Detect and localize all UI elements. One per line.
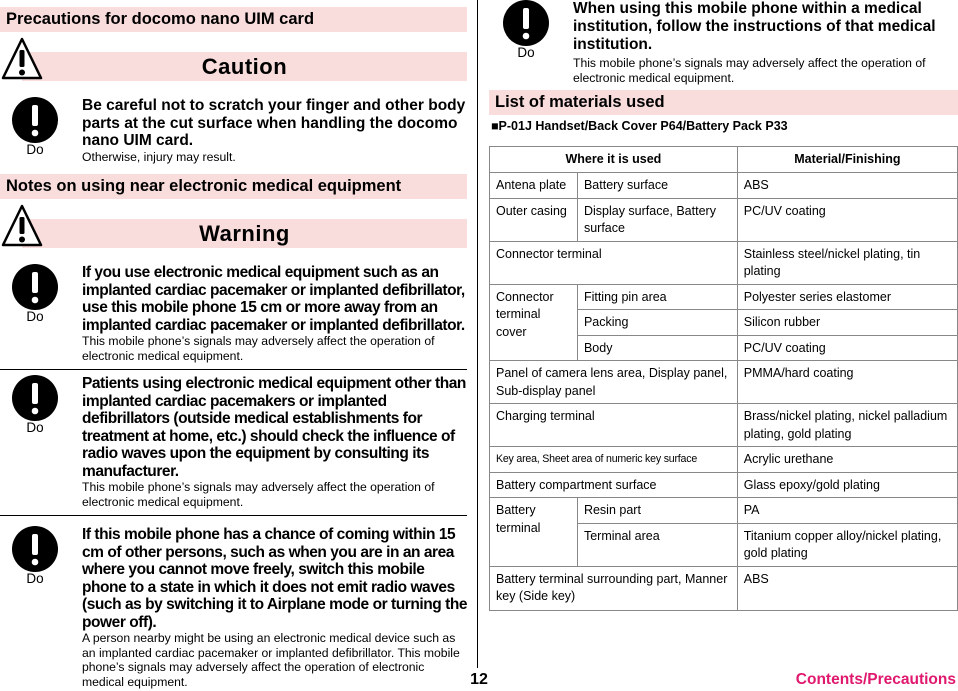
item-bold-text: Patients using electronic medical equipment other than implanted cardiac pacemakers or implanted defibrillators (outside medical establishments for treatment at home, etc.) should check the influence of radio waves upon the equipment by consulting its manufacturer. bbox=[82, 375, 466, 480]
section-title-uim: Precautions for docomo nano UIM card bbox=[0, 7, 467, 32]
do-label: Do bbox=[26, 309, 44, 324]
table-cell: Body bbox=[577, 335, 737, 361]
section-title-materials: List of materials used bbox=[489, 90, 958, 115]
item-note: This mobile phone’s signals may adversely affect the operation of electronic medical equipment. bbox=[82, 480, 435, 509]
do-label: Do bbox=[26, 571, 44, 586]
header-where: Where it is used bbox=[490, 147, 738, 173]
do-label: Do bbox=[26, 420, 44, 435]
item-bold-text: If you use electronic medical equipment such as an implanted cardiac pacemaker or implanted defibrillator, use this mobile phone 15 cm or more away from an implanted cardiac pacemaker or implanted defibrillator. bbox=[82, 264, 465, 334]
table-cell: Glass epoxy/gold plating bbox=[737, 472, 957, 498]
table-row bbox=[490, 173, 958, 199]
table-cell: Acrylic urethane bbox=[737, 447, 957, 473]
table-cell: Resin part bbox=[577, 498, 737, 524]
table-row bbox=[490, 566, 958, 610]
do-mark bbox=[10, 264, 60, 324]
header-material: Material/Finishing bbox=[737, 147, 957, 173]
table-row bbox=[490, 404, 958, 447]
exclamation-circle-icon bbox=[503, 0, 549, 46]
table-cell: Display surface, Battery surface bbox=[577, 198, 737, 241]
table-row bbox=[490, 472, 958, 498]
table-cell: PC/UV coating bbox=[737, 335, 957, 361]
do-mark bbox=[10, 97, 60, 157]
table-row bbox=[490, 198, 958, 241]
table-cell: PC/UV coating bbox=[737, 198, 957, 241]
table-cell: Key area, Sheet area of numeric key surface bbox=[490, 447, 738, 473]
item-bold-text: If this mobile phone has a chance of coming within 15 cm of other persons, such as when you are in an area where you cannot move freely, switch this mobile phone to a state in which it does not emit radio waves (such as by switching it to Airplane mode or turning the power off). bbox=[82, 526, 468, 631]
table-cell: Fitting pin area bbox=[577, 284, 737, 310]
exclamation-circle-icon bbox=[12, 97, 58, 143]
table-cell: Terminal area bbox=[577, 523, 737, 566]
table-cell: ABS bbox=[737, 566, 957, 610]
caution-banner bbox=[0, 52, 467, 81]
table-cell: Panel of camera lens area, Display panel, Sub-display panel bbox=[490, 361, 738, 404]
warning-label: Warning bbox=[199, 221, 290, 246]
section-title-medical: Notes on using near electronic medical equipment bbox=[0, 174, 467, 199]
table-cell: Battery compartment surface bbox=[490, 472, 738, 498]
table-cell: Connector terminal bbox=[490, 241, 738, 284]
warning-item-medical-institution bbox=[489, 0, 958, 85]
exclamation-circle-icon bbox=[12, 375, 58, 421]
table-cell: Outer casing bbox=[490, 198, 578, 241]
table-cell: Packing bbox=[577, 310, 737, 336]
table-cell: ABS bbox=[737, 173, 957, 199]
table-cell: Stainless steel/nickel plating, tin plating bbox=[737, 241, 957, 284]
caution-item-uim bbox=[0, 97, 467, 169]
warning-item-crowded-area bbox=[0, 526, 467, 689]
item-separator bbox=[0, 515, 467, 516]
item-note: This mobile phone’s signals may adversely affect the operation of electronic medical equipment. bbox=[573, 56, 926, 85]
table-cell: PA bbox=[737, 498, 957, 524]
table-cell: Brass/nickel plating, nickel palladium plating, gold plating bbox=[737, 404, 957, 447]
warning-item-home-equipment bbox=[0, 375, 467, 515]
table-cell: Antena plate bbox=[490, 173, 578, 199]
warning-banner bbox=[0, 219, 467, 248]
table-cell: Battery terminal surrounding part, Manner key (Side key) bbox=[490, 566, 738, 610]
table-row bbox=[490, 241, 958, 284]
table-cell: Battery terminal bbox=[490, 498, 578, 567]
table-cell: Charging terminal bbox=[490, 404, 738, 447]
item-note: Otherwise, injury may result. bbox=[82, 149, 236, 164]
right-column bbox=[489, 0, 958, 134]
exclamation-circle-icon bbox=[12, 264, 58, 310]
item-bold-text: Be careful not to scratch your finger and other body parts at the cut surface when handling the docomo nano UIM card. bbox=[82, 97, 466, 149]
table-cell: Polyester series elastomer bbox=[737, 284, 957, 310]
table-cell: Silicon rubber bbox=[737, 310, 957, 336]
do-mark bbox=[501, 0, 551, 60]
contents-precautions-link[interactable]: Contents/Precautions bbox=[795, 671, 956, 688]
exclamation-circle-icon bbox=[12, 526, 58, 572]
item-note: A person nearby might be using an electronic medical device such as an implanted cardiac pacemaker or implanted defibrillator. This mobile phone’s signals may adversely affect the operation of electronic medical equipment. bbox=[82, 631, 460, 689]
column-divider bbox=[477, 0, 478, 668]
left-column bbox=[0, 0, 467, 689]
caution-label: Caution bbox=[201, 54, 288, 79]
table-cell: Connector terminal cover bbox=[490, 284, 578, 361]
table-cell: PMMA/hard coating bbox=[737, 361, 957, 404]
table-cell: Battery surface bbox=[577, 173, 737, 199]
item-bold-text: When using this mobile phone within a medical institution, follow the instructions of that medical institution. bbox=[573, 0, 936, 53]
table-row bbox=[490, 284, 958, 310]
do-label: Do bbox=[26, 142, 44, 157]
table-row bbox=[490, 361, 958, 404]
table-cell: Titanium copper alloy/nickel plating, gold plating bbox=[737, 523, 957, 566]
do-mark bbox=[10, 526, 60, 586]
do-mark bbox=[10, 375, 60, 435]
materials-table bbox=[489, 146, 958, 611]
warning-item-pacemaker bbox=[0, 264, 467, 369]
do-label: Do bbox=[517, 45, 535, 60]
table-row bbox=[490, 447, 958, 473]
materials-subtitle: ■P-01J Handset/Back Cover P64/Battery Pack P33 bbox=[491, 119, 788, 133]
table-row bbox=[490, 498, 958, 524]
page-number: 12 bbox=[470, 671, 488, 688]
item-separator bbox=[0, 369, 467, 370]
item-note: This mobile phone’s signals may adversely affect the operation of electronic medical equipment. bbox=[82, 334, 435, 363]
table-header-row bbox=[490, 147, 958, 173]
